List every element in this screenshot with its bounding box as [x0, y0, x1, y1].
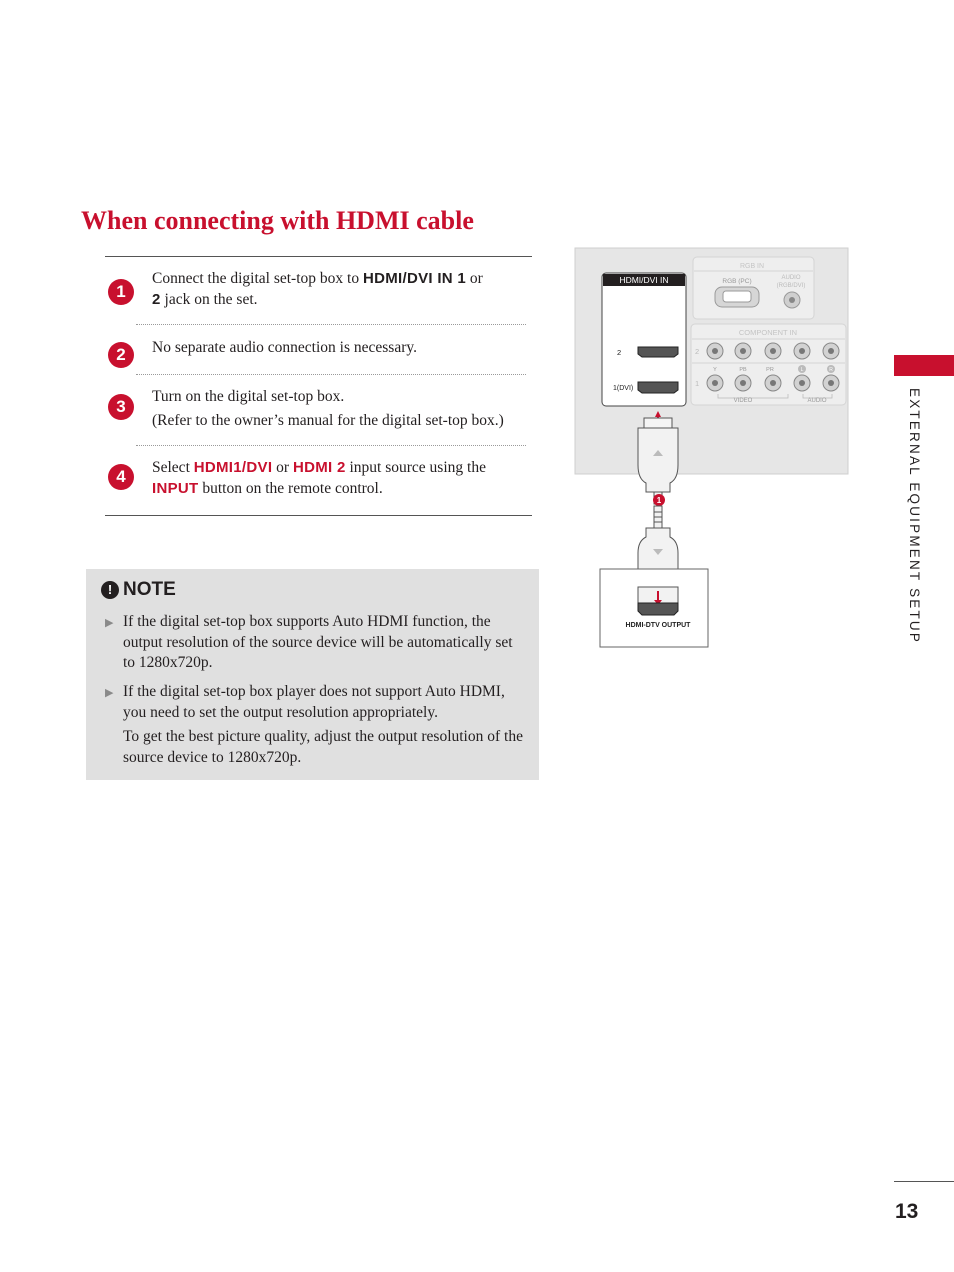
bullet-arrow-icon: ▶ — [105, 686, 114, 699]
page-number: 13 — [895, 1200, 919, 1223]
svg-text:Y: Y — [713, 367, 717, 373]
step-2-number: 2 — [108, 342, 134, 368]
step-divider — [136, 324, 526, 325]
bottom-rule — [105, 515, 532, 516]
rgb-in-label: RGB IN — [739, 263, 765, 270]
step-4-text: Select HDMI1/DVI or HDMI 2 input source using the INPUT button on the remote control. — [152, 459, 486, 497]
note-box — [86, 569, 539, 780]
exclamation-icon: ! — [101, 581, 119, 599]
svg-text:PB: PB — [739, 367, 747, 373]
note-title: NOTE — [123, 579, 176, 600]
step-3-text: Turn on the digital set-top box. (Refer to the owner’s manual for the digital set-top box.) — [152, 388, 504, 429]
hdmi-output-port — [638, 603, 678, 615]
page-rule — [894, 1181, 954, 1182]
hdmi-cable-upper-plug — [638, 411, 678, 504]
section-tab — [894, 355, 954, 376]
top-rule — [105, 256, 532, 257]
component-row-1-label: 1 — [695, 379, 700, 388]
component-in-label: COMPONENT IN — [738, 328, 798, 337]
step-1-number: 1 — [108, 279, 134, 305]
svg-text:PR: PR — [766, 367, 774, 373]
note-item: ▶ If the digital set-top box player does not support Auto HDMI, you need to set the output resolution appropriately. — [105, 683, 505, 721]
audio-rgb-label: AUDIO — [781, 275, 801, 281]
step-divider — [136, 374, 526, 375]
hdmi-port-1 — [638, 382, 678, 393]
page-title: When connecting with HDMI cable — [81, 206, 474, 235]
note-item: ▶ If the digital set-top box supports Auto HDMI function, the output resolution of the source device will be automatically set to 1280x720p. — [105, 613, 513, 671]
svg-text:1: 1 — [656, 496, 662, 505]
step-2-text: No separate audio connection is necessary. — [152, 339, 417, 356]
component-row-2-label: 2 — [695, 347, 700, 356]
section-label: EXTERNAL EQUIPMENT SETUP — [907, 388, 922, 645]
hdmi-port-1-label: 1(DVI) — [613, 385, 634, 392]
bullet-arrow-icon: ▶ — [105, 616, 114, 629]
hdmi-panel-label: HDMI/DVI IN — [619, 275, 669, 285]
audio-label: AUDIO — [807, 398, 827, 404]
note-item: To get the best picture quality, adjust the output resolution of the source device to 1280x720p. — [123, 728, 523, 766]
hdmi-connection-diagram — [574, 247, 850, 649]
svg-text:(RGB/DVI): (RGB/DVI) — [776, 283, 806, 289]
step-divider — [136, 445, 526, 446]
step-1-text: Connect the digital set-top box to HDMI/DVI IN 1 or 2 jack on the set. — [152, 270, 483, 308]
rgb-pc-label: RGB (PC) — [722, 278, 752, 285]
svg-text:L: L — [800, 367, 804, 373]
device-output-label: HDMI-DTV OUTPUT — [625, 622, 691, 629]
step-4-number: 4 — [108, 464, 134, 490]
hdmi-port-2 — [638, 347, 678, 357]
video-label: VIDEO — [733, 398, 753, 404]
step-3-number: 3 — [108, 394, 134, 420]
note-header — [101, 579, 176, 601]
hdmi-port-2-label: 2 — [617, 348, 622, 357]
svg-text:R: R — [829, 367, 833, 373]
